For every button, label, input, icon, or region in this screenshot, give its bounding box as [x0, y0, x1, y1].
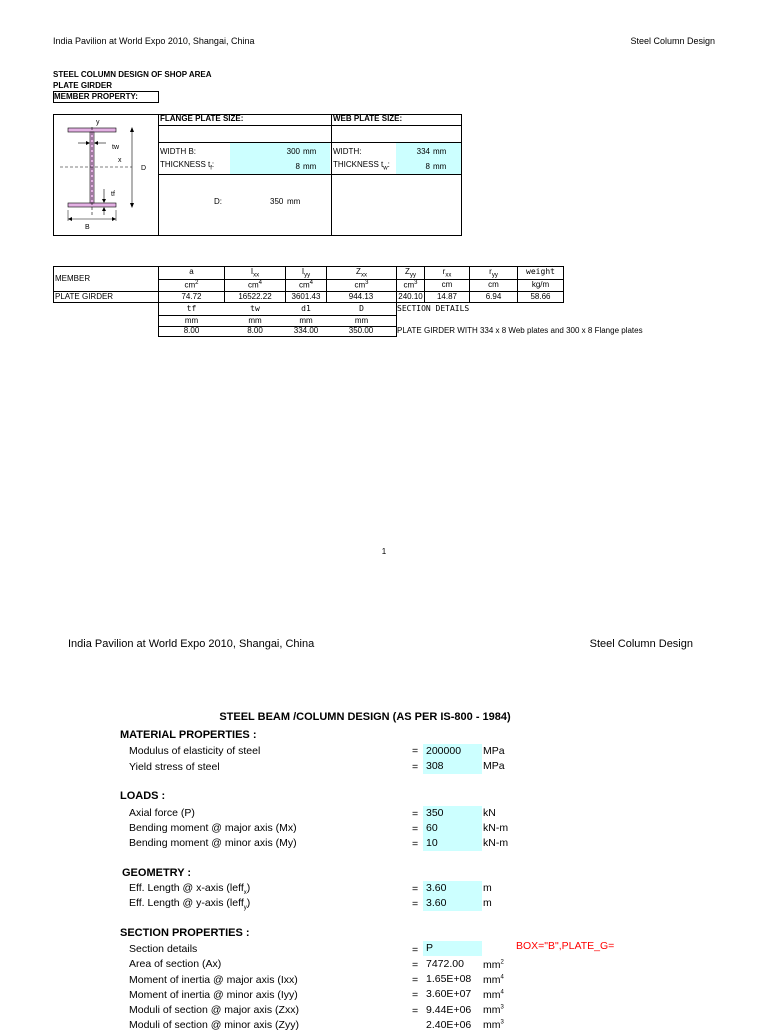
unit-iyy: $cm^4$ — [298, 280, 313, 290]
unit-ryy: cm — [488, 280, 499, 289]
page-number: 1 — [381, 547, 387, 556]
mx-value: 60 — [423, 821, 482, 836]
web-width-unit: mm — [433, 147, 447, 156]
leffy-equals: = — [412, 898, 419, 910]
zxx-unit: $mm^3$ — [483, 1004, 504, 1016]
thickness-tw-unit: mm — [433, 162, 447, 171]
yield-unit: MPa — [483, 760, 505, 772]
value-zyy: 240.10 — [398, 292, 423, 301]
my-unit: kN-m — [483, 837, 509, 849]
zyy-label: Moduli of section @ minor axis (Zyy) — [129, 1019, 299, 1031]
page2-header-left: India Pavilion at World Expo 2010, Shangai, China — [68, 638, 315, 650]
width-b-unit: mm — [303, 147, 317, 156]
header-rxx: $r_{xx}$ — [442, 267, 452, 279]
section-details-label-2: Section details — [129, 943, 198, 955]
unit-area: $cm^2$ — [184, 280, 199, 290]
web-plate-size-label: WEB PLATE SIZE: — [333, 114, 403, 123]
iyy-label: Moment of inertia @ minor axis (Iyy) — [129, 989, 298, 1001]
diagram-label-tf: tf — [111, 191, 115, 198]
design-main-title: STEEL BEAM /COLUMN DESIGN (AS PER IS-800 - 1984) — [219, 711, 511, 723]
section-details-label: SECTION DETAILS — [397, 304, 470, 313]
loads-heading: LOADS : — [120, 790, 166, 802]
header-ixx: $I_{xx}$ — [250, 267, 260, 279]
ixx-value: 1.65E+08 — [426, 973, 472, 985]
leffx-label: Eff. Length @ x-axis (leff$_x$) — [129, 882, 251, 897]
modulus-unit: MPa — [483, 745, 505, 757]
axial-value: 350 — [423, 806, 482, 821]
axial-unit: kN — [483, 807, 496, 819]
modulus-equals: = — [412, 745, 419, 757]
ixx-equals: = — [412, 974, 419, 986]
iyy-equals: = — [412, 989, 419, 1001]
dim-unit-d: mm — [354, 316, 369, 325]
page2-header-right: Steel Column Design — [589, 638, 693, 650]
dim-header-tf: tf — [186, 304, 197, 313]
dim-header-d: D — [359, 304, 364, 313]
header-weight: weight — [526, 267, 555, 276]
modulus-label: Modulus of elasticity of steel — [129, 745, 261, 757]
document-title: STEEL COLUMN DESIGN OF SHOP AREA — [53, 70, 212, 79]
header-ryy: $r_{yy}$ — [489, 267, 498, 279]
d-value: 350 — [270, 197, 284, 206]
mx-equals: = — [412, 823, 419, 835]
web-width-value: 334 — [416, 147, 430, 156]
mx-unit: kN-m — [483, 822, 509, 834]
dim-value-d: 350.00 — [348, 326, 374, 335]
area-value: 7472.00 — [426, 958, 464, 970]
value-weight: 58.66 — [530, 292, 551, 301]
diagram-label-b: B — [85, 224, 90, 231]
dim-unit-tw: mm — [248, 316, 262, 325]
value-area: 74.72 — [181, 292, 202, 301]
my-value: 10 — [423, 836, 482, 851]
unit-zxx: $cm^3$ — [354, 280, 369, 290]
web-width-label: WIDTH: — [333, 147, 362, 156]
header-zxx: $Z_{xx}$ — [356, 267, 367, 279]
d-unit: mm — [287, 197, 301, 206]
leffy-unit: m — [483, 897, 492, 909]
row-label-plate-girder: PLATE GIRDER — [55, 292, 114, 301]
axial-equals: = — [412, 808, 419, 820]
zxx-equals: = — [412, 1005, 419, 1017]
dim-unit-tf: mm — [184, 316, 199, 325]
member-property-heading: MEMBER PROPERTY: — [53, 91, 159, 103]
member-column-header: MEMBER — [55, 274, 91, 283]
thickness-tf-label: THICKNESS $t_f$: — [160, 160, 215, 172]
section-properties-heading: SECTION PROPERTIES : — [120, 927, 250, 939]
i-section-diagram — [54, 115, 158, 235]
unit-zyy: $cm^3$ — [403, 280, 418, 290]
page-header-left: India Pavilion at World Expo 2010, Shangai, China — [53, 36, 255, 46]
unit-weight: kg/m — [531, 280, 550, 289]
thickness-tf-value: 8 — [295, 162, 300, 171]
leffx-equals: = — [412, 883, 419, 895]
leffx-value: 3.60 — [423, 881, 482, 896]
iyy-value: 3.60E+07 — [426, 988, 472, 1000]
section-details-equals: = — [412, 944, 419, 956]
ixx-label: Moment of inertia @ major axis (Ixx) — [129, 974, 298, 986]
geometry-heading: GEOMETRY : — [122, 867, 192, 879]
area-unit: $mm^2$ — [483, 959, 504, 971]
header-iyy: $I_{yy}$ — [301, 267, 311, 279]
document-subtitle: PLATE GIRDER — [53, 81, 112, 90]
iyy-unit: $mm^4$ — [483, 989, 504, 1001]
ixx-unit: $mm^4$ — [483, 974, 504, 986]
page-header-right: Steel Column Design — [630, 36, 715, 46]
area-equals: = — [412, 959, 419, 971]
my-equals: = — [412, 838, 419, 850]
header-area: a — [189, 267, 194, 276]
value-iyy: 3601.43 — [291, 292, 321, 301]
header-zyy: $Z_{yy}$ — [405, 267, 416, 279]
zxx-label: Moduli of section @ major axis (Zxx) — [129, 1004, 299, 1016]
dim-value-tw: 8.00 — [247, 326, 263, 335]
modulus-value: 200000 — [423, 744, 482, 759]
dim-header-tw: tw — [250, 304, 260, 313]
section-description: PLATE GIRDER WITH 334 x 8 Web plates and 300 x 8 Flange plates — [397, 326, 643, 335]
value-ixx: 16522.22 — [238, 292, 272, 301]
dim-unit-d1: mm — [299, 316, 313, 325]
yield-label: Yield stress of steel — [129, 761, 220, 773]
section-type-note: BOX="B",PLATE_G= — [516, 940, 615, 952]
yield-equals: = — [412, 761, 419, 773]
thickness-tf-unit: mm — [303, 162, 317, 171]
value-zxx: 944.13 — [348, 292, 374, 301]
width-b-value: 300 — [286, 147, 300, 156]
leffy-value: 3.60 — [423, 896, 482, 911]
value-ryy: 6.94 — [485, 292, 502, 301]
yield-value: 308 — [423, 759, 482, 774]
unit-ixx: $cm^4$ — [247, 280, 262, 290]
thickness-tw-label: THICKNESS $t_w$: — [333, 160, 390, 172]
zxx-value: 9.44E+06 — [426, 1004, 472, 1016]
thickness-tw-value: 8 — [425, 162, 430, 171]
diagram-label-x: x — [118, 157, 122, 164]
unit-rxx: cm — [441, 280, 453, 289]
section-details-value: P — [423, 941, 482, 956]
width-b-label: WIDTH B: — [160, 147, 196, 156]
area-label: Area of section (Ax) — [129, 958, 222, 970]
diagram-label-tw: tw — [112, 144, 119, 151]
leffy-label: Eff. Length @ y-axis (leff$_y$) — [129, 897, 251, 912]
mx-label: Bending moment @ major axis (Mx) — [129, 822, 297, 834]
dim-value-d1: 334.00 — [293, 326, 319, 335]
axial-label: Axial force (P) — [129, 807, 195, 819]
zyy-value: 2.40E+06 — [426, 1019, 472, 1031]
leffx-unit: m — [483, 882, 492, 894]
my-label: Bending moment @ minor axis (My) — [129, 837, 297, 849]
d-label: D: — [214, 197, 222, 206]
dim-value-tf: 8.00 — [183, 326, 200, 335]
diagram-label-d: D — [141, 165, 147, 172]
value-rxx: 14.87 — [436, 292, 458, 301]
material-properties-heading: MATERIAL PROPERTIES : — [120, 729, 257, 741]
diagram-label-y: y — [96, 119, 100, 126]
flange-plate-size-label: FLANGE PLATE SIZE: — [160, 114, 244, 123]
dim-header-d1: d1 — [301, 304, 311, 313]
zyy-unit: $mm^3$ — [483, 1019, 504, 1031]
